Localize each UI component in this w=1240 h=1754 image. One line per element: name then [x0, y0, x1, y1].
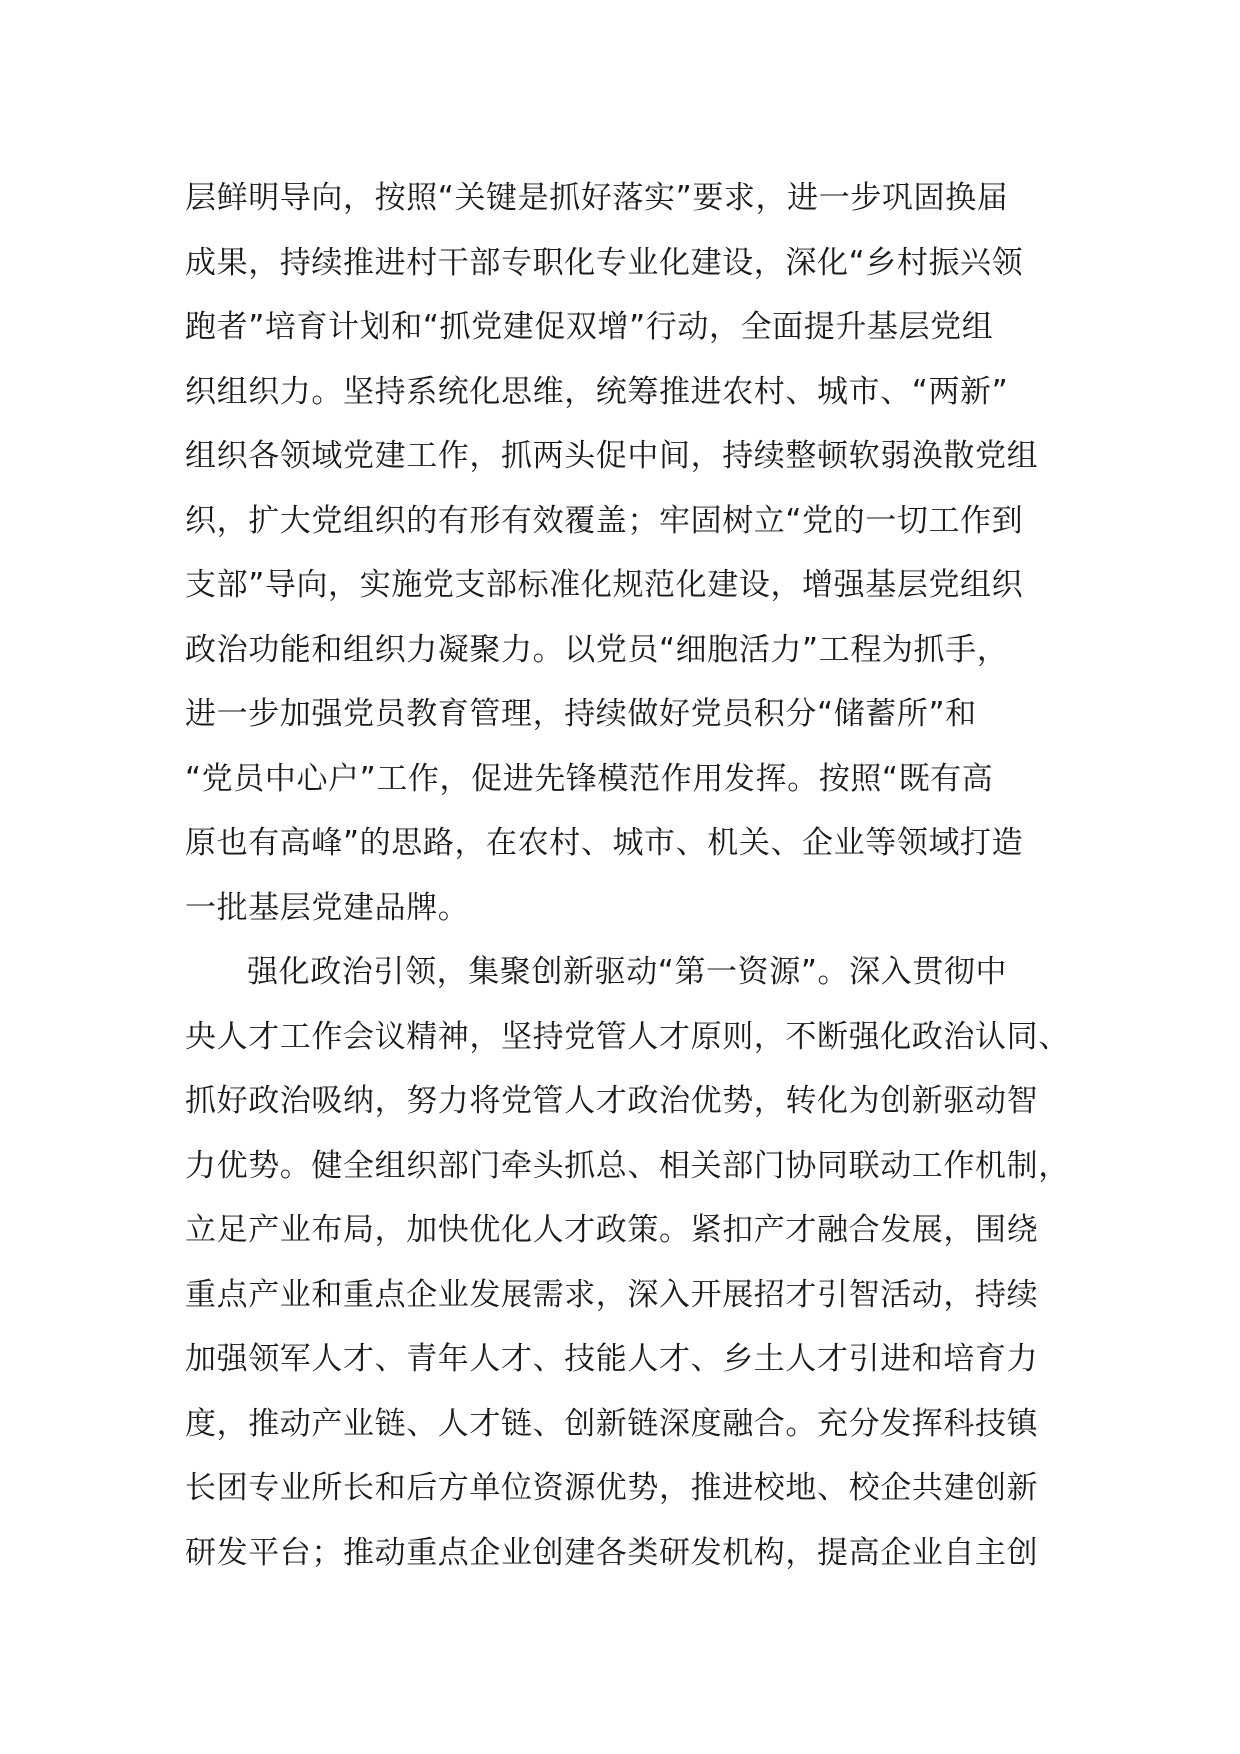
text-line: 织，扩大党组织的有形有效覆盖；牢固树立“党的一切工作到: [185, 502, 1024, 539]
text-line: 力优势。健全组织部门牵头抓总、相关部门协同联动工作机制，: [185, 1147, 1070, 1184]
text-line: 研发平台；推动重点企业创建各类研发机构，提高企业自主创: [185, 1534, 1039, 1571]
text-line: 长团专业所长和后方单位资源优势，推进校地、校企共建创新: [185, 1470, 1039, 1506]
text-line: 重点产业和重点企业发展需求，深入开展招才引智活动，持续: [185, 1276, 1039, 1313]
text-line: 原也有高峰”的思路，在农村、城市、机关、企业等领域打造: [185, 825, 1024, 861]
text-line: 组织各领域党建工作，抓两头促中间，持续整顿软弱涣散党组: [185, 438, 1039, 474]
text-line: 政治功能和组织力凝聚力。以党员“细胞活力”工程为抓手，: [185, 631, 1009, 668]
text-line: 层鲜明导向，按照“关键是抓好落实”要求，进一步巩固换届: [185, 180, 1009, 216]
text-line: 成果，持续推进村干部专职化专业化建设，深化“乡村振兴领: [185, 244, 1024, 281]
text-line: 跑者”培育计划和“抓党建促双增”行动，全面提升基层党组: [185, 309, 994, 345]
text-line: 加强领军人才、青年人才、技能人才、乡土人才引进和培育力: [185, 1341, 1039, 1377]
text-line: 织组织力。坚持系统化思维，统筹推进农村、城市、“两新”: [185, 373, 1009, 410]
text-line: 立足产业布局，加快优化人才政策。紧扣产才融合发展，围绕: [185, 1212, 1039, 1248]
text-line: 一批基层党建品牌。: [185, 889, 470, 926]
text-line: 进一步加强党员教育管理，持续做好党员积分“储蓄所”和: [185, 696, 977, 732]
text-line: 支部”导向，实施党支部标准化规范化建设，增强基层党组织: [185, 567, 1024, 603]
text-line: 度，推动产业链、人才链、创新链深度融合。充分发挥科技镇: [185, 1405, 1039, 1442]
text-line: “党员中心户”工作，促进先锋模范作用发挥。按照“既有高: [185, 760, 994, 797]
body-text: [185, 166, 1085, 1585]
paragraph-start-line: 强化政治引领，集聚创新驱动“第一资源”。深入贯彻中: [247, 954, 1008, 990]
text-line: 抓好政治吸纳，努力将党管人才政治优势，转化为创新驱动智: [185, 1083, 1039, 1119]
text-line: 央人才工作会议精神，坚持党管人才原则，不断强化政治认同、: [185, 1018, 1070, 1055]
